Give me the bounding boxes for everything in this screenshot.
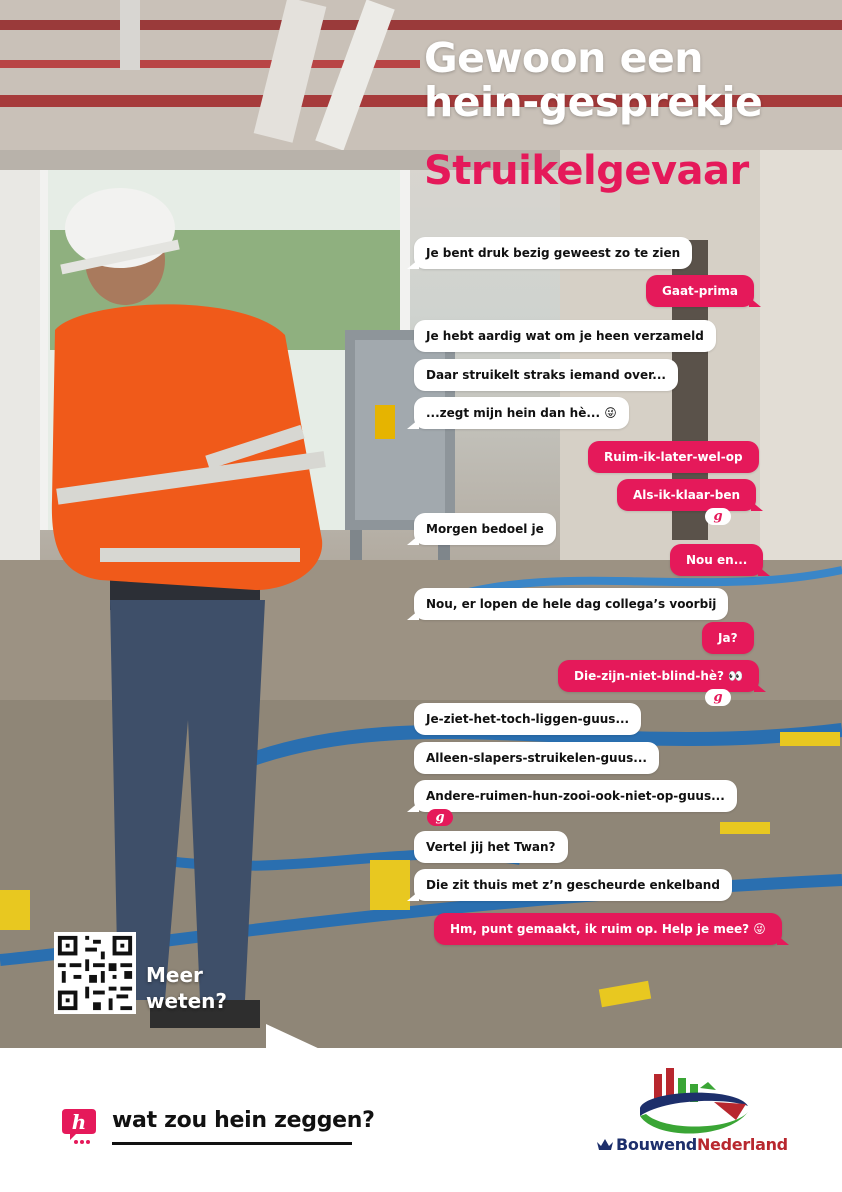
- g-reaction-badge: g: [427, 809, 453, 826]
- crown-icon: [596, 1137, 614, 1152]
- qr-code-graphic: [54, 932, 136, 1014]
- qr-code-icon[interactable]: [54, 932, 136, 1014]
- chat-message-out: Hm, punt gemaakt, ik ruim op. Help je mee? 😜: [434, 913, 782, 945]
- chat-message-out: Als-ik-klaar-ben: [617, 479, 756, 511]
- chat-message-in: Morgen bedoel je: [414, 513, 556, 545]
- meer-weten-line-2: weten?: [146, 989, 228, 1013]
- subheadline: Struikelgevaar: [424, 148, 749, 194]
- chat-message-out: Nou en...: [670, 544, 763, 576]
- hein-speech-bubble-icon: [62, 1106, 106, 1146]
- chat-message-in: Je hebt aardig wat om je heen verzameld: [414, 320, 716, 352]
- wordmark-nederland: Nederland: [696, 1135, 788, 1154]
- tagline-underline: [112, 1142, 352, 1145]
- bouwend-nederland-wordmark: [616, 1134, 788, 1156]
- chat-message-out: Ruim-ik-later-wel-op: [588, 441, 759, 473]
- chat-message-out: Die-zijn-niet-blind-hè? 👀: [558, 660, 759, 692]
- headline-line-1: Gewoon een: [424, 34, 703, 82]
- meer-weten-line-1: Meer: [146, 963, 203, 987]
- g-reaction-badge: g: [705, 508, 731, 525]
- chat-message-in: Vertel jij het Twan?: [414, 831, 568, 863]
- chat-message-in: Daar struikelt straks iemand over...: [414, 359, 678, 391]
- headline: [424, 36, 762, 124]
- chat-message-out: Ja?: [702, 622, 754, 654]
- wordmark-bouwend: Bouwend: [616, 1135, 697, 1154]
- chat-message-in: Alleen-slapers-struikelen-guus...: [414, 742, 659, 774]
- svg-text:h: h: [71, 1110, 87, 1134]
- chat-message-in: Andere-ruimen-hun-zooi-ook-niet-op-guus...: [414, 780, 737, 812]
- chat-message-out: Gaat-prima: [646, 275, 754, 307]
- chat-message-in: Je-ziet-het-toch-liggen-guus...: [414, 703, 641, 735]
- chat-message-in: Je bent druk bezig geweest zo te zien: [414, 237, 692, 269]
- footer-notch: [266, 1024, 322, 1050]
- headline-line-2: hein-gesprekje: [424, 78, 763, 126]
- chat-message-in: Die zit thuis met z’n gescheurde enkelband: [414, 869, 732, 901]
- chat-message-in: ...zegt mijn hein dan hè... 😜: [414, 397, 629, 429]
- chat-message-in: Nou, er lopen de hele dag collega’s voorbij: [414, 588, 728, 620]
- g-reaction-badge: g: [705, 689, 731, 706]
- meer-weten-link[interactable]: [146, 962, 227, 1014]
- tagline-text: wat zou hein zeggen?: [112, 1108, 375, 1133]
